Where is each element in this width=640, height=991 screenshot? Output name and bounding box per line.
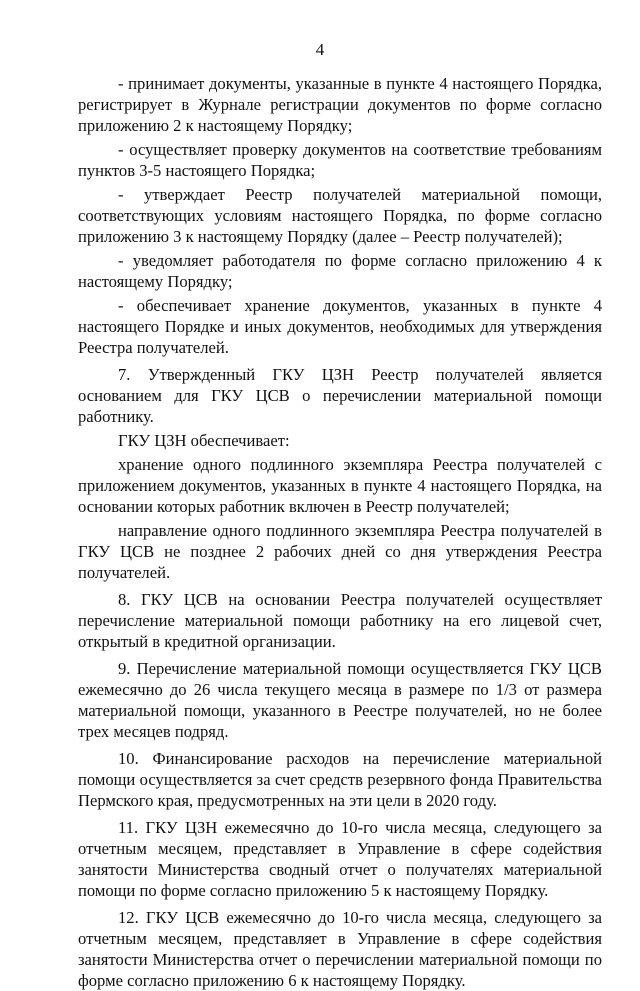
paragraph: 12. ГКУ ЦСВ ежемесячно до 10-го числа месяца, следующего за отчетным месяцем, представляет в Управление в сфере содействия занятости Министерства отчет о перечислении материальной помощи по форме согласно приложению 6 к настоящему Порядку. (78, 908, 602, 990)
paragraph: 11. ГКУ ЦЗН ежемесячно до 10-го числа месяца, следующего за отчетным месяцем, представляет в Управление в сфере содействия занятости Министерства сводный отчет о получателях материальной помощи по форме согласно приложению 5 к настоящему Порядку. (78, 818, 602, 900)
paragraph: 10. Финансирование расходов на перечисление материальной помощи осуществляется за счет средств резервного фонда Правительства Пермского края, предусмотренных на эти цели в 2020 году. (78, 749, 602, 810)
paragraph: - обеспечивает хранение документов, указанных в пункте 4 настоящего Порядке и иных документов, необходимых для утверждения Реестра получателей. (78, 296, 602, 357)
paragraph: - осуществляет проверку документов на соответствие требованиям пунктов 3-5 настоящего Порядка; (78, 140, 602, 180)
paragraph: ГКУ ЦЗН обеспечивает: (118, 431, 290, 450)
document-body (78, 73, 602, 991)
paragraph: - принимает документы, указанные в пункте 4 настоящего Порядка, регистрирует в Журнале регистрации документов по форме согласно приложению 2 к настоящему Порядку; (78, 74, 602, 135)
paragraph: - уведомляет работодателя по форме согласно приложению 4 к настоящему Порядку; (78, 251, 602, 291)
page-number: 4 (315, 40, 325, 59)
paragraph: 8. ГКУ ЦСВ на основании Реестра получателей осуществляет перечисление материальной помощи работнику на его лицевой счет, открытый в кредитной организации. (78, 590, 602, 651)
paragraph: 9. Перечисление материальной помощи осуществляется ГКУ ЦСВ ежемесячно до 26 числа текущего месяца в размере по 1/3 от размера материальной помощи, указанного в Реестре получателей, но не более трех месяцев подряд. (78, 659, 602, 741)
paragraph: хранение одного подлинного экземпляра Реестра получателей с приложением документов, указанных в пункте 4 настоящего Порядка, на основании которых работник включен в Реестр получателей; (78, 455, 602, 516)
paragraph: 7. Утвержденный ГКУ ЦЗН Реестр получателей является основанием для ГКУ ЦСВ о перечислении материальной помощи работнику. (78, 365, 602, 426)
paragraph: направление одного подлинного экземпляра Реестра получателей в ГКУ ЦСВ не позднее 2 рабочих дней со дня утверждения Реестра получателей. (78, 521, 602, 582)
paragraph: - утверждает Реестр получателей материальной помощи, соответствующих условиям настоящего Порядка, по форме согласно приложению 3 к настоящему Порядку (далее – Реестр получателей); (78, 185, 602, 246)
